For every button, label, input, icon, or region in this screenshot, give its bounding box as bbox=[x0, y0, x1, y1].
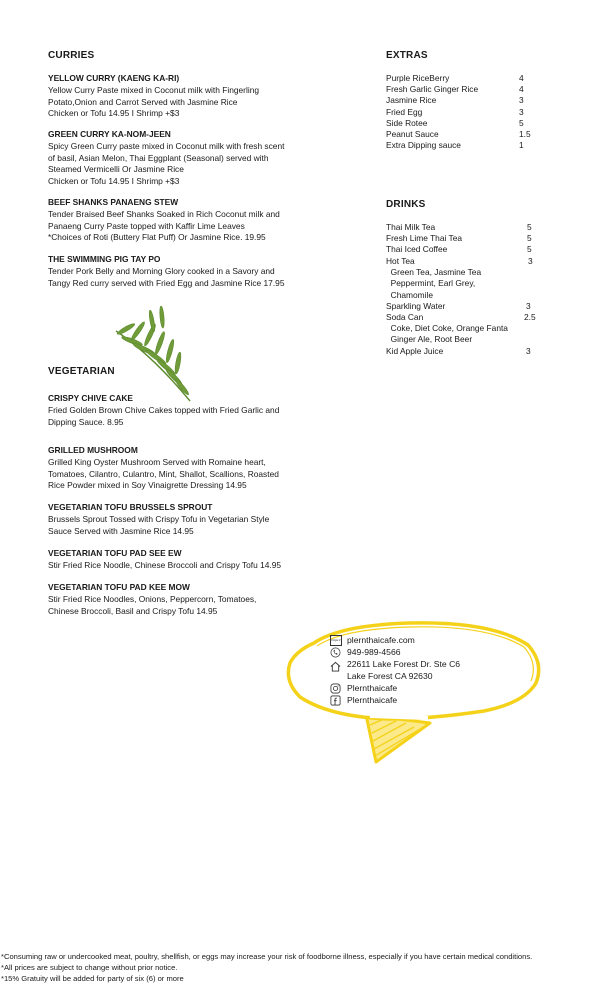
item-description: Fried Golden Brown Chive Cakes topped with Fried Garlic and Dipping Sauce. 8.95 bbox=[48, 405, 280, 427]
home-icon bbox=[330, 661, 341, 672]
menu-item-tofu-pad-kee-mow bbox=[48, 582, 348, 617]
item-name: Soda Can bbox=[386, 312, 424, 322]
item-name: YELLOW CURRY (KAENG KA-RI) bbox=[48, 73, 180, 83]
phone-number[interactable]: 949-989-4566 bbox=[347, 647, 401, 657]
item-name: GRILLED MUSHROOM bbox=[48, 445, 138, 455]
item-name: CRISPY CHIVE CAKE bbox=[48, 393, 134, 403]
item-price: 1 bbox=[519, 140, 524, 150]
item-price: 5 bbox=[527, 222, 532, 232]
item-description: Tender Pork Belly and Morning Glory cooked in a Savory and Tangy Red curry served with Fried Egg and Jasmine Rice 17.95 bbox=[48, 266, 285, 288]
item-name: Fried Egg bbox=[386, 107, 423, 117]
item-name: Thai Iced Coffee bbox=[386, 244, 448, 254]
phone-icon bbox=[330, 647, 341, 658]
rosemary-sprig-illustration bbox=[112, 305, 196, 405]
facebook-icon bbox=[330, 695, 341, 706]
item-price: 1.5 bbox=[519, 129, 531, 139]
item-price: 5 bbox=[527, 233, 532, 243]
curries-heading: CURRIES bbox=[48, 50, 95, 61]
item-price: 3 bbox=[528, 256, 533, 266]
item-name: Coke, Diet Coke, Orange Fanta bbox=[386, 323, 508, 333]
item-price: 3 bbox=[519, 95, 524, 105]
item-price: 4 bbox=[519, 73, 524, 83]
item-name: GREEN CURRY KA-NOM-JEEN bbox=[48, 129, 171, 139]
globe-icon: https:// bbox=[330, 635, 342, 646]
item-price: 5 bbox=[519, 118, 524, 128]
item-name: Jasmine Rice bbox=[386, 95, 437, 105]
item-price: 2.5 bbox=[524, 312, 536, 322]
item-name: Chamomile bbox=[386, 290, 434, 300]
address-line-1: 22611 Lake Forest Dr. Ste C6 bbox=[347, 659, 461, 669]
instagram-handle[interactable]: Plernthaicafe bbox=[347, 683, 398, 693]
item-name: Fresh Lime Thai Tea bbox=[386, 233, 463, 243]
website-link[interactable]: plernthaicafe.com bbox=[347, 635, 415, 645]
item-name: Peppermint, Earl Grey, bbox=[386, 278, 476, 288]
item-price: 3 bbox=[526, 301, 531, 311]
item-name: Kid Apple Juice bbox=[386, 346, 444, 356]
item-name: THE SWIMMING PIG TAY PO bbox=[48, 254, 161, 264]
item-description: Tender Braised Beef Shanks Soaked in Rich Coconut milk and Panaeng Curry Paste topped with Kaffir Lime Leaves *Choices of Roti (Buttery Flat Puff) Or Jasmine Rice. 19.95 bbox=[48, 209, 280, 243]
item-description: Stir Fried Rice Noodle, Chinese Broccoli and Crispy Tofu 14.95 bbox=[48, 560, 282, 571]
item-name: Side Rotee bbox=[386, 118, 428, 128]
drinks-heading: DRINKS bbox=[386, 199, 426, 210]
item-price: 4 bbox=[519, 84, 524, 94]
address-line-2: Lake Forest CA 92630 bbox=[347, 671, 433, 681]
item-price: 3 bbox=[519, 107, 524, 117]
item-name: Sparkling Water bbox=[386, 301, 446, 311]
item-name: Fresh Garlic Ginger Rice bbox=[386, 84, 479, 94]
item-name: VEGETARIAN TOFU BRUSSELS SPROUT bbox=[48, 502, 213, 512]
item-name: Thai Milk Tea bbox=[386, 222, 436, 232]
item-description: Spicy Green Curry paste mixed in Coconut milk with fresh scent of basil, Asian Melon, Thai Eggplant (Seasonal) served with Steamed Vermicelli Or Jasmine Rice Chicken or Tofu 14.95 I Shrimp +$3 bbox=[48, 141, 285, 186]
item-price: 3 bbox=[526, 346, 531, 356]
item-name: BEEF SHANKS PANAENG STEW bbox=[48, 197, 179, 207]
item-price: 5 bbox=[527, 244, 532, 254]
facebook-handle[interactable]: Plernthaicafe bbox=[347, 695, 398, 705]
item-name: Ginger Ale, Root Beer bbox=[386, 334, 473, 344]
item-description: Brussels Sprout Tossed with Crispy Tofu in Vegetarian Style Sauce Served with Jasmine Rice 14.95 bbox=[48, 514, 270, 536]
item-description: Stir Fried Rice Noodles, Onions, Peppercorn, Tomatoes, Chinese Broccoli, Basil and Crispy Tofu 14.95 bbox=[48, 594, 257, 616]
item-name: Green Tea, Jasmine Tea bbox=[386, 267, 482, 277]
extras-heading: EXTRAS bbox=[386, 50, 428, 61]
item-name: Hot Tea bbox=[386, 256, 415, 266]
item-name: Purple RiceBerry bbox=[386, 73, 450, 83]
footer-disclaimer: *Consuming raw or undercooked meat, poultry, shellfish, or eggs may increase your risk of foodborne illness, especially if you have certain medical conditions. bbox=[1, 952, 533, 961]
menu-item-tofu-pad-see-ew bbox=[48, 548, 348, 572]
item-name: Peanut Sauce bbox=[386, 129, 439, 139]
menu-item-yellow-curry bbox=[48, 73, 348, 120]
item-name: Extra Dipping sauce bbox=[386, 140, 461, 150]
item-description: Grilled King Oyster Mushroom Served with Romaine heart, Tomatoes, Cilantro, Culantro, Mint, Shallot, Scallions, Roasted Rice Powder mixed in Soy Vinaigrette Dressing 14.95 bbox=[48, 457, 279, 491]
footer-gratuity-notice: *15% Gratuity will be added for party of six (6) or more bbox=[1, 974, 184, 983]
menu-item-beef-shanks bbox=[48, 197, 348, 244]
menu-item-grilled-mushroom bbox=[48, 445, 348, 492]
instagram-icon bbox=[330, 683, 341, 694]
vegetarian-heading: VEGETARIAN bbox=[48, 366, 115, 377]
footer-price-notice: *All prices are subject to change without prior notice. bbox=[1, 963, 178, 972]
item-description: Yellow Curry Paste mixed in Coconut milk with Fingerling Potato,Onion and Carrot Served with Jasmine Rice Chicken or Tofu 14.95 I Shrimp +$3 bbox=[48, 85, 260, 119]
item-name: VEGETARIAN TOFU PAD SEE EW bbox=[48, 548, 182, 558]
menu-item-swimming-pig bbox=[48, 254, 348, 289]
menu-item-chive-cake bbox=[48, 393, 348, 428]
menu-item-tofu-brussels-sprout bbox=[48, 502, 348, 537]
item-name: VEGETARIAN TOFU PAD KEE MOW bbox=[48, 582, 190, 592]
menu-item-green-curry bbox=[48, 129, 348, 187]
